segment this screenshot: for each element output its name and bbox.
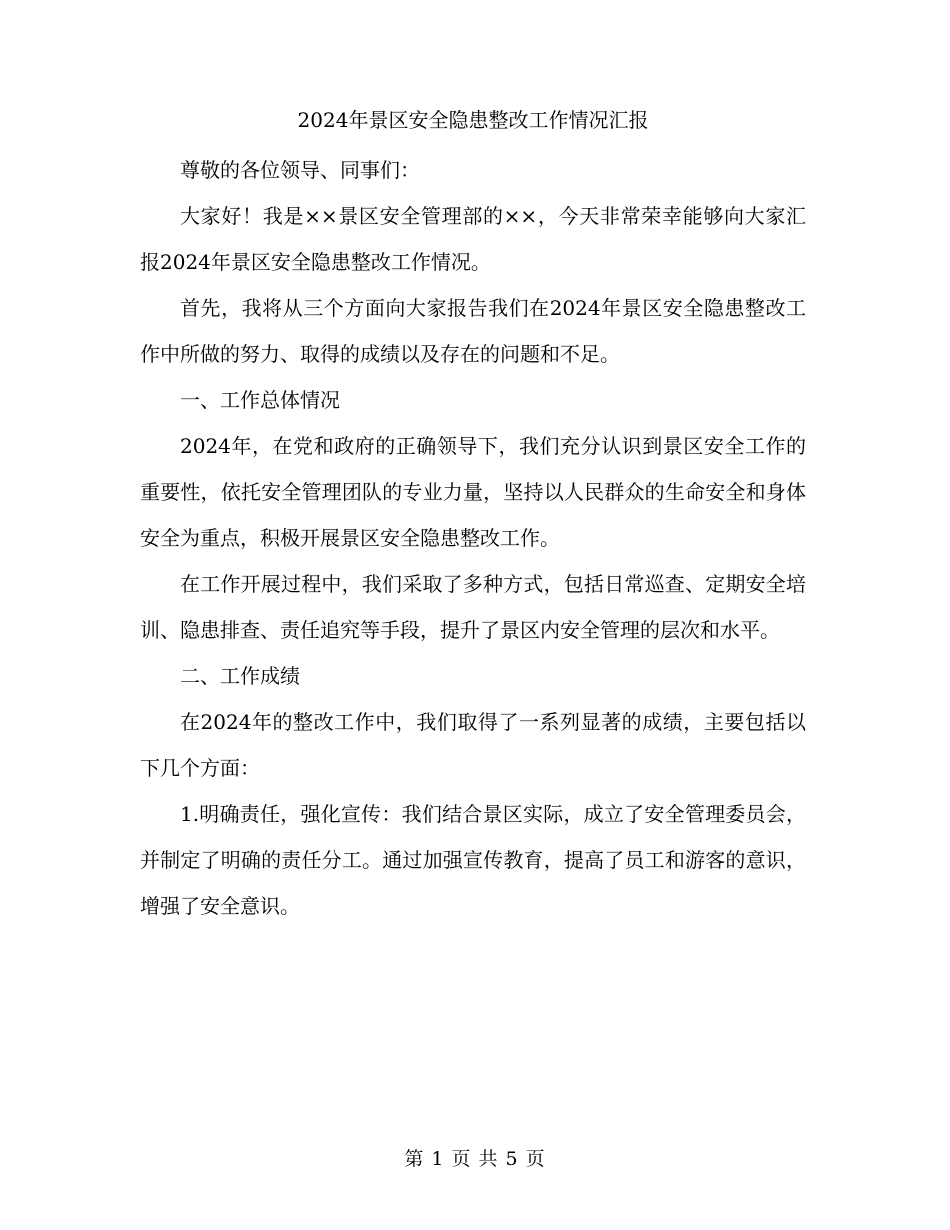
- greeting-paragraph: 大家好！我是××景区安全管理部的××，今天非常荣幸能够向大家汇报2024年景区安全隐患整改工作情况。: [140, 204, 806, 274]
- methods-paragraph: 在工作开展过程中，我们采取了多种方式，包括日常巡查、定期安全培训、隐患排查、责任追究等手段，提升了景区内安全管理的层次和水平。: [140, 572, 806, 642]
- intro-paragraph: 首先，我将从三个方面向大家报告我们在2024年景区安全隐患整改工作中所做的努力、取得的成绩以及存在的问题和不足。: [140, 296, 806, 366]
- salutation-paragraph: 尊敬的各位领导、同事们：: [180, 158, 420, 182]
- section-heading-overview: 一、工作总体情况: [180, 388, 340, 412]
- document-body: [140, 147, 806, 929]
- achievement-item-1: 1.明确责任，强化宣传：我们结合景区实际，成立了安全管理委员会，并制定了明确的责任分工。通过加强宣传教育，提高了员工和游客的意识，增强了安全意识。: [140, 802, 806, 918]
- section-heading-achievements: 二、工作成绩: [180, 664, 300, 688]
- document-title: 2024年景区安全隐患整改工作情况汇报: [297, 108, 649, 132]
- achievements-intro-paragraph: 在2024年的整改工作中，我们取得了一系列显著的成绩，主要包括以下几个方面：: [140, 710, 806, 780]
- overview-paragraph: 2024年，在党和政府的正确领导下，我们充分认识到景区安全工作的重要性，依托安全管理团队的专业力量，坚持以人民群众的生命安全和身体安全为重点，积极开展景区安全隐患整改工作。: [140, 434, 806, 550]
- page-number-footer: 第 1 页 共 5 页: [404, 1148, 546, 1170]
